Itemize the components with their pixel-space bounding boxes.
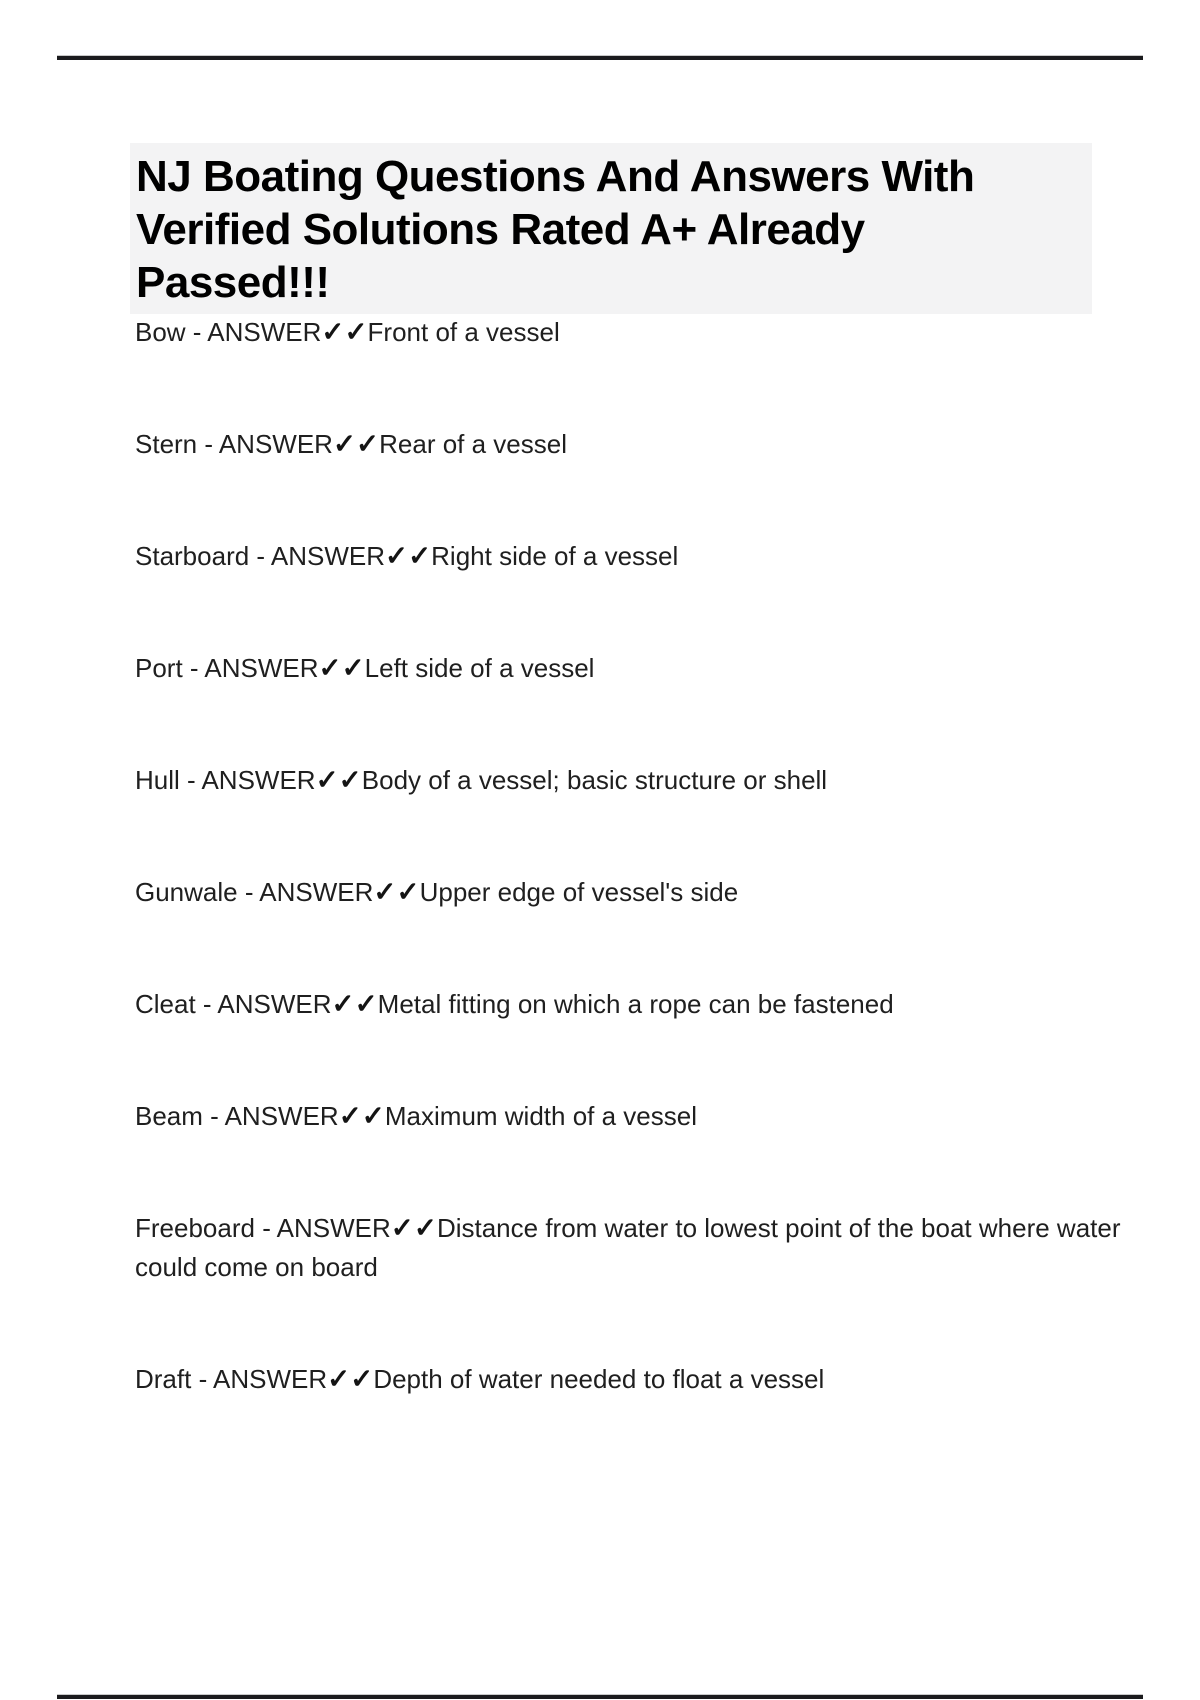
qa-definition: Body of a vessel; basic structure or shell	[361, 765, 828, 795]
qa-item-starboard	[135, 536, 1125, 576]
qa-item-draft	[135, 1359, 1125, 1399]
top-horizontal-rule	[57, 56, 1143, 60]
qa-answer-label: - ANSWER	[182, 653, 319, 683]
checkmark-icon: ✓✓	[315, 764, 362, 795]
qa-term: Port	[135, 653, 183, 683]
qa-definition: Right side of a vessel	[431, 541, 679, 571]
qa-definition: Metal fitting on which a rope can be fastened	[377, 989, 894, 1019]
page-title-line-3: Passed!!!	[136, 258, 330, 307]
checkmark-icon: ✓✓	[327, 1363, 374, 1394]
qa-term: Bow	[135, 317, 186, 347]
qa-item-cleat	[135, 984, 1125, 1024]
qa-term: Cleat	[135, 989, 196, 1019]
qa-answer-label: - ANSWER	[191, 1364, 328, 1394]
qa-item-stern	[135, 424, 1125, 464]
qa-term: Hull	[135, 765, 180, 795]
qa-list	[135, 312, 1125, 1471]
checkmark-icon: ✓✓	[321, 316, 368, 347]
checkmark-icon: ✓✓	[390, 1212, 437, 1243]
qa-answer-label: - ANSWER	[197, 429, 333, 459]
qa-answer-label: - ANSWER	[185, 317, 322, 347]
qa-item-port	[135, 648, 1125, 688]
qa-item-gunwale	[135, 872, 1125, 912]
qa-answer-label: - ANSWER	[254, 1213, 391, 1243]
qa-item-freeboard	[135, 1208, 1125, 1287]
qa-term: Stern	[135, 429, 198, 459]
checkmark-icon: ✓✓	[373, 876, 420, 907]
qa-answer-label: - ANSWER	[237, 877, 374, 907]
qa-term: Draft	[135, 1364, 192, 1394]
checkmark-icon: ✓✓	[332, 428, 380, 459]
qa-term: Starboard	[135, 541, 250, 571]
checkmark-icon: ✓✓	[384, 540, 432, 571]
qa-definition: Distance from water to lowest point of the boat where water could come on board	[135, 1213, 1121, 1282]
qa-answer-label: - ANSWER	[202, 1101, 339, 1131]
page-title-line-1: NJ Boating Questions And Answers With	[136, 152, 975, 201]
checkmark-icon: ✓✓	[331, 988, 378, 1019]
checkmark-icon: ✓✓	[338, 1100, 385, 1131]
qa-answer-label: - ANSWER	[195, 989, 332, 1019]
qa-item-hull	[135, 760, 1125, 800]
qa-answer-label: - ANSWER	[179, 765, 316, 795]
qa-term: Gunwale	[135, 877, 238, 907]
qa-term: Beam	[135, 1101, 203, 1131]
qa-item-bow	[135, 312, 1125, 352]
qa-definition: Upper edge of vessel's side	[419, 877, 739, 907]
checkmark-icon: ✓✓	[318, 652, 365, 683]
qa-definition: Maximum width of a vessel	[384, 1101, 697, 1131]
qa-definition: Rear of a vessel	[379, 429, 567, 459]
qa-item-beam	[135, 1096, 1125, 1136]
qa-definition: Depth of water needed to float a vessel	[373, 1364, 825, 1394]
bottom-horizontal-rule	[57, 1695, 1143, 1699]
qa-answer-label: - ANSWER	[249, 541, 385, 571]
title-highlight-block	[130, 143, 1092, 314]
qa-definition: Left side of a vessel	[364, 653, 595, 683]
page-title-line-2: Verified Solutions Rated A+ Already	[136, 205, 865, 254]
qa-term: Freeboard	[135, 1213, 255, 1243]
qa-definition: Front of a vessel	[367, 317, 560, 347]
